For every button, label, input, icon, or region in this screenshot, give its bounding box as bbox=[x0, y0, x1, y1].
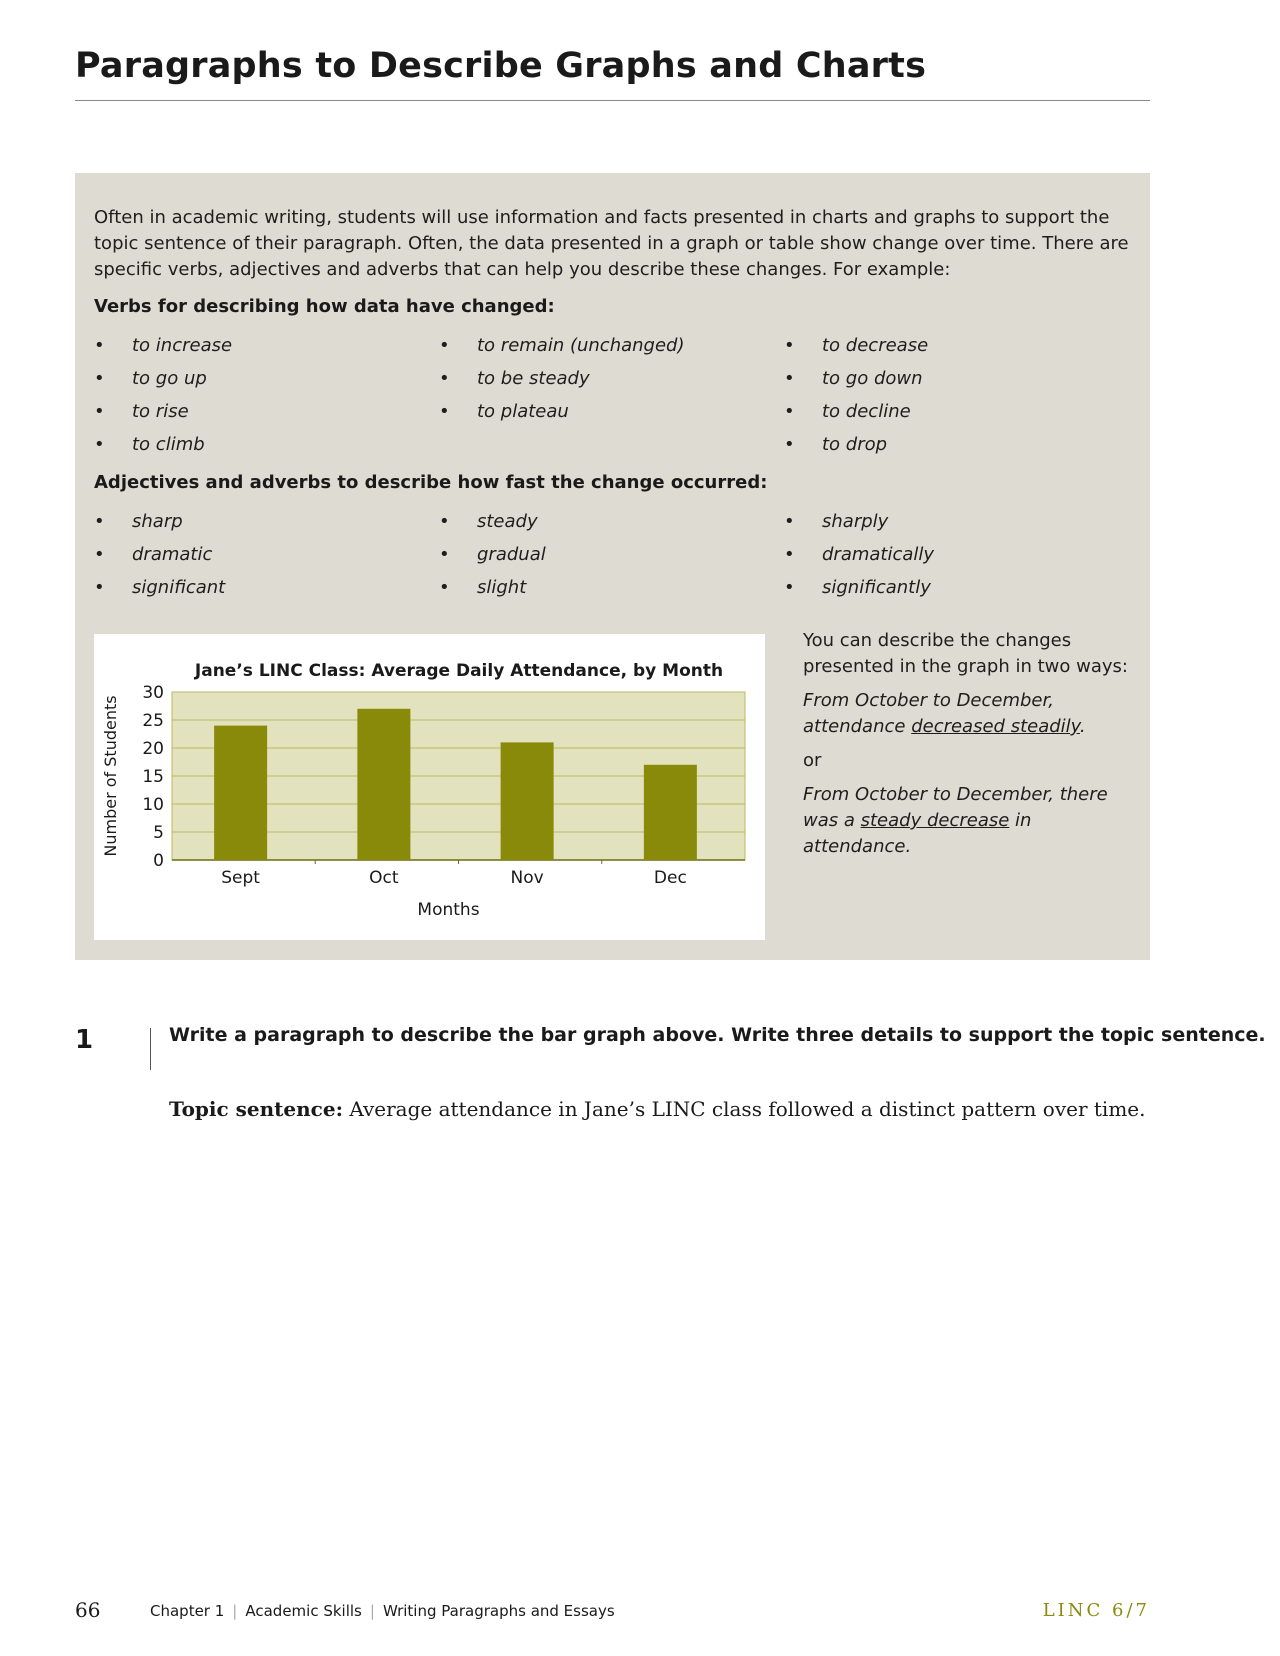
bullet-dot: • bbox=[784, 401, 795, 422]
page-title: Paragraphs to Describe Graphs and Charts bbox=[75, 46, 927, 86]
bullet-dot: • bbox=[439, 577, 450, 598]
topic-sentence bbox=[169, 1097, 1145, 1121]
y-tick-label: 20 bbox=[142, 739, 164, 759]
bullet-dot: • bbox=[439, 335, 450, 356]
x-tick-label: Oct bbox=[369, 868, 399, 888]
bullet-dot: • bbox=[439, 544, 450, 565]
list-item-text: gradual bbox=[477, 544, 546, 565]
bullet-dot: • bbox=[94, 335, 105, 356]
bullet-dot: • bbox=[94, 577, 105, 598]
verbs-list-steady bbox=[439, 333, 685, 432]
breadcrumb-chapter: Chapter 1 bbox=[150, 1602, 225, 1620]
list-item-text: slight bbox=[477, 577, 527, 598]
side-or: or bbox=[803, 750, 822, 771]
exercise-instruction: Write a paragraph to describe the bar graph above. Write three details to support the topic sentence. bbox=[169, 1024, 1266, 1046]
bar-sept bbox=[214, 726, 267, 860]
list-item-text: to remain (unchanged) bbox=[477, 335, 685, 356]
list-item bbox=[784, 366, 928, 399]
list-item-text: to drop bbox=[822, 434, 888, 455]
y-tick-label: 30 bbox=[142, 683, 164, 703]
y-tick-label: 10 bbox=[142, 795, 164, 815]
side-example-1-post: . bbox=[1079, 716, 1086, 737]
list-item-text: to go up bbox=[132, 368, 207, 389]
title-rule bbox=[75, 100, 1150, 101]
info-box bbox=[75, 173, 1150, 960]
adjectives-list-gradual bbox=[439, 509, 546, 608]
list-item bbox=[784, 333, 928, 366]
list-item bbox=[439, 542, 546, 575]
bar-chart bbox=[94, 634, 765, 940]
list-item-text: to decrease bbox=[822, 335, 929, 356]
list-item bbox=[94, 542, 225, 575]
bullet-dot: • bbox=[94, 434, 105, 455]
bullet-dot: • bbox=[439, 511, 450, 532]
breadcrumb-separator: | bbox=[369, 1602, 375, 1620]
y-tick-label: 25 bbox=[142, 711, 164, 731]
y-tick-label: 5 bbox=[153, 823, 164, 843]
list-item bbox=[94, 432, 232, 465]
bar-oct bbox=[357, 709, 410, 860]
bullet-dot: • bbox=[784, 335, 795, 356]
bullet-dot: • bbox=[784, 511, 795, 532]
x-tick-label: Dec bbox=[653, 868, 687, 888]
list-item-text: to climb bbox=[132, 434, 205, 455]
verbs-list-increase bbox=[94, 333, 232, 465]
bar-dec bbox=[644, 765, 697, 860]
intro-paragraph: Often in academic writing, students will use information and facts presented in charts and graphs to support the topic sentence of their paragraph. Often, the data presented in a graph or table show change over time. There are specific verbs, adjectives and adverbs that can help you describe these changes. For example: bbox=[94, 207, 1129, 280]
breadcrumb-topic: Writing Paragraphs and Essays bbox=[382, 1602, 615, 1620]
list-item bbox=[94, 333, 232, 366]
brand-label: LINC 6/7 bbox=[1042, 1600, 1150, 1621]
side-example-1 bbox=[803, 688, 1133, 740]
list-item bbox=[784, 575, 934, 608]
list-item-text: to go down bbox=[822, 368, 923, 389]
list-item-text: to be steady bbox=[477, 368, 590, 389]
bullet-dot: • bbox=[784, 544, 795, 565]
list-item bbox=[784, 542, 934, 575]
adverbs-list bbox=[784, 509, 934, 608]
list-item bbox=[439, 399, 685, 432]
bullet-dot: • bbox=[784, 577, 795, 598]
x-axis-label: Months bbox=[417, 900, 480, 920]
x-tick-label: Sept bbox=[221, 868, 260, 888]
side-explanation bbox=[803, 628, 1133, 868]
page-number: 66 bbox=[75, 1598, 101, 1622]
adjectives-list bbox=[94, 509, 225, 608]
page-footer bbox=[0, 1598, 1280, 1628]
bullet-dot: • bbox=[439, 401, 450, 422]
list-item-text: dramatic bbox=[132, 544, 213, 565]
y-axis-label: Number of Students bbox=[101, 695, 120, 857]
list-item-text: to rise bbox=[132, 401, 189, 422]
exercise-divider bbox=[150, 1028, 151, 1070]
verbs-heading: Verbs for describing how data have changed: bbox=[94, 296, 555, 317]
adjectives-heading: Adjectives and adverbs to describe how fast the change occurred: bbox=[94, 472, 768, 493]
list-item bbox=[94, 575, 225, 608]
list-item-text: to increase bbox=[132, 335, 233, 356]
y-tick-label: 0 bbox=[153, 851, 164, 871]
side-example-2-post: in attendance. bbox=[803, 810, 1032, 857]
exercise-number: 1 bbox=[75, 1025, 94, 1055]
list-item-text: significantly bbox=[822, 577, 931, 598]
bullet-dot: • bbox=[94, 544, 105, 565]
list-item bbox=[439, 509, 546, 542]
topic-sentence-label: Topic sentence: bbox=[169, 1097, 343, 1121]
side-example-1-pre: From October to December, attendance bbox=[803, 690, 1054, 737]
bullet-dot: • bbox=[784, 368, 795, 389]
list-item bbox=[784, 399, 928, 432]
list-item bbox=[94, 399, 232, 432]
list-item-text: significant bbox=[132, 577, 226, 598]
side-example-2 bbox=[803, 782, 1133, 860]
list-item-text: sharp bbox=[132, 511, 183, 532]
list-item-text: steady bbox=[477, 511, 538, 532]
chart-title: Jane’s LINC Class: Average Daily Attendance, by Month bbox=[194, 661, 724, 681]
list-item bbox=[439, 333, 685, 366]
bullet-dot: • bbox=[94, 511, 105, 532]
breadcrumb-section: Academic Skills bbox=[245, 1602, 362, 1620]
bullet-dot: • bbox=[94, 401, 105, 422]
list-item bbox=[94, 509, 225, 542]
y-tick-label: 15 bbox=[142, 767, 164, 787]
x-tick-label: Nov bbox=[510, 868, 544, 888]
side-lead: You can describe the changes presented in the graph in two ways: bbox=[803, 630, 1128, 677]
list-item-text: dramatically bbox=[822, 544, 935, 565]
bullet-dot: • bbox=[439, 368, 450, 389]
topic-sentence-text: Average attendance in Jane’s LINC class followed a distinct pattern over time. bbox=[342, 1097, 1146, 1121]
verbs-list-decrease bbox=[784, 333, 928, 465]
list-item bbox=[94, 366, 232, 399]
bar-nov bbox=[501, 742, 554, 860]
list-item bbox=[784, 432, 928, 465]
list-item bbox=[439, 366, 685, 399]
list-item-text: to plateau bbox=[477, 401, 569, 422]
footer-breadcrumb bbox=[150, 1602, 615, 1620]
bullet-dot: • bbox=[94, 368, 105, 389]
bullet-dot: • bbox=[784, 434, 795, 455]
side-example-2-underline: steady decrease bbox=[860, 810, 1010, 831]
breadcrumb-separator: | bbox=[232, 1602, 238, 1620]
list-item bbox=[784, 509, 934, 542]
side-example-1-underline: decreased steadily bbox=[911, 716, 1080, 737]
bar-chart-card bbox=[94, 634, 765, 940]
side-example-2-pre: From October to December, there was a bbox=[803, 784, 1108, 831]
list-item-text: sharply bbox=[822, 511, 889, 532]
list-item bbox=[439, 575, 546, 608]
list-item-text: to decline bbox=[822, 401, 911, 422]
